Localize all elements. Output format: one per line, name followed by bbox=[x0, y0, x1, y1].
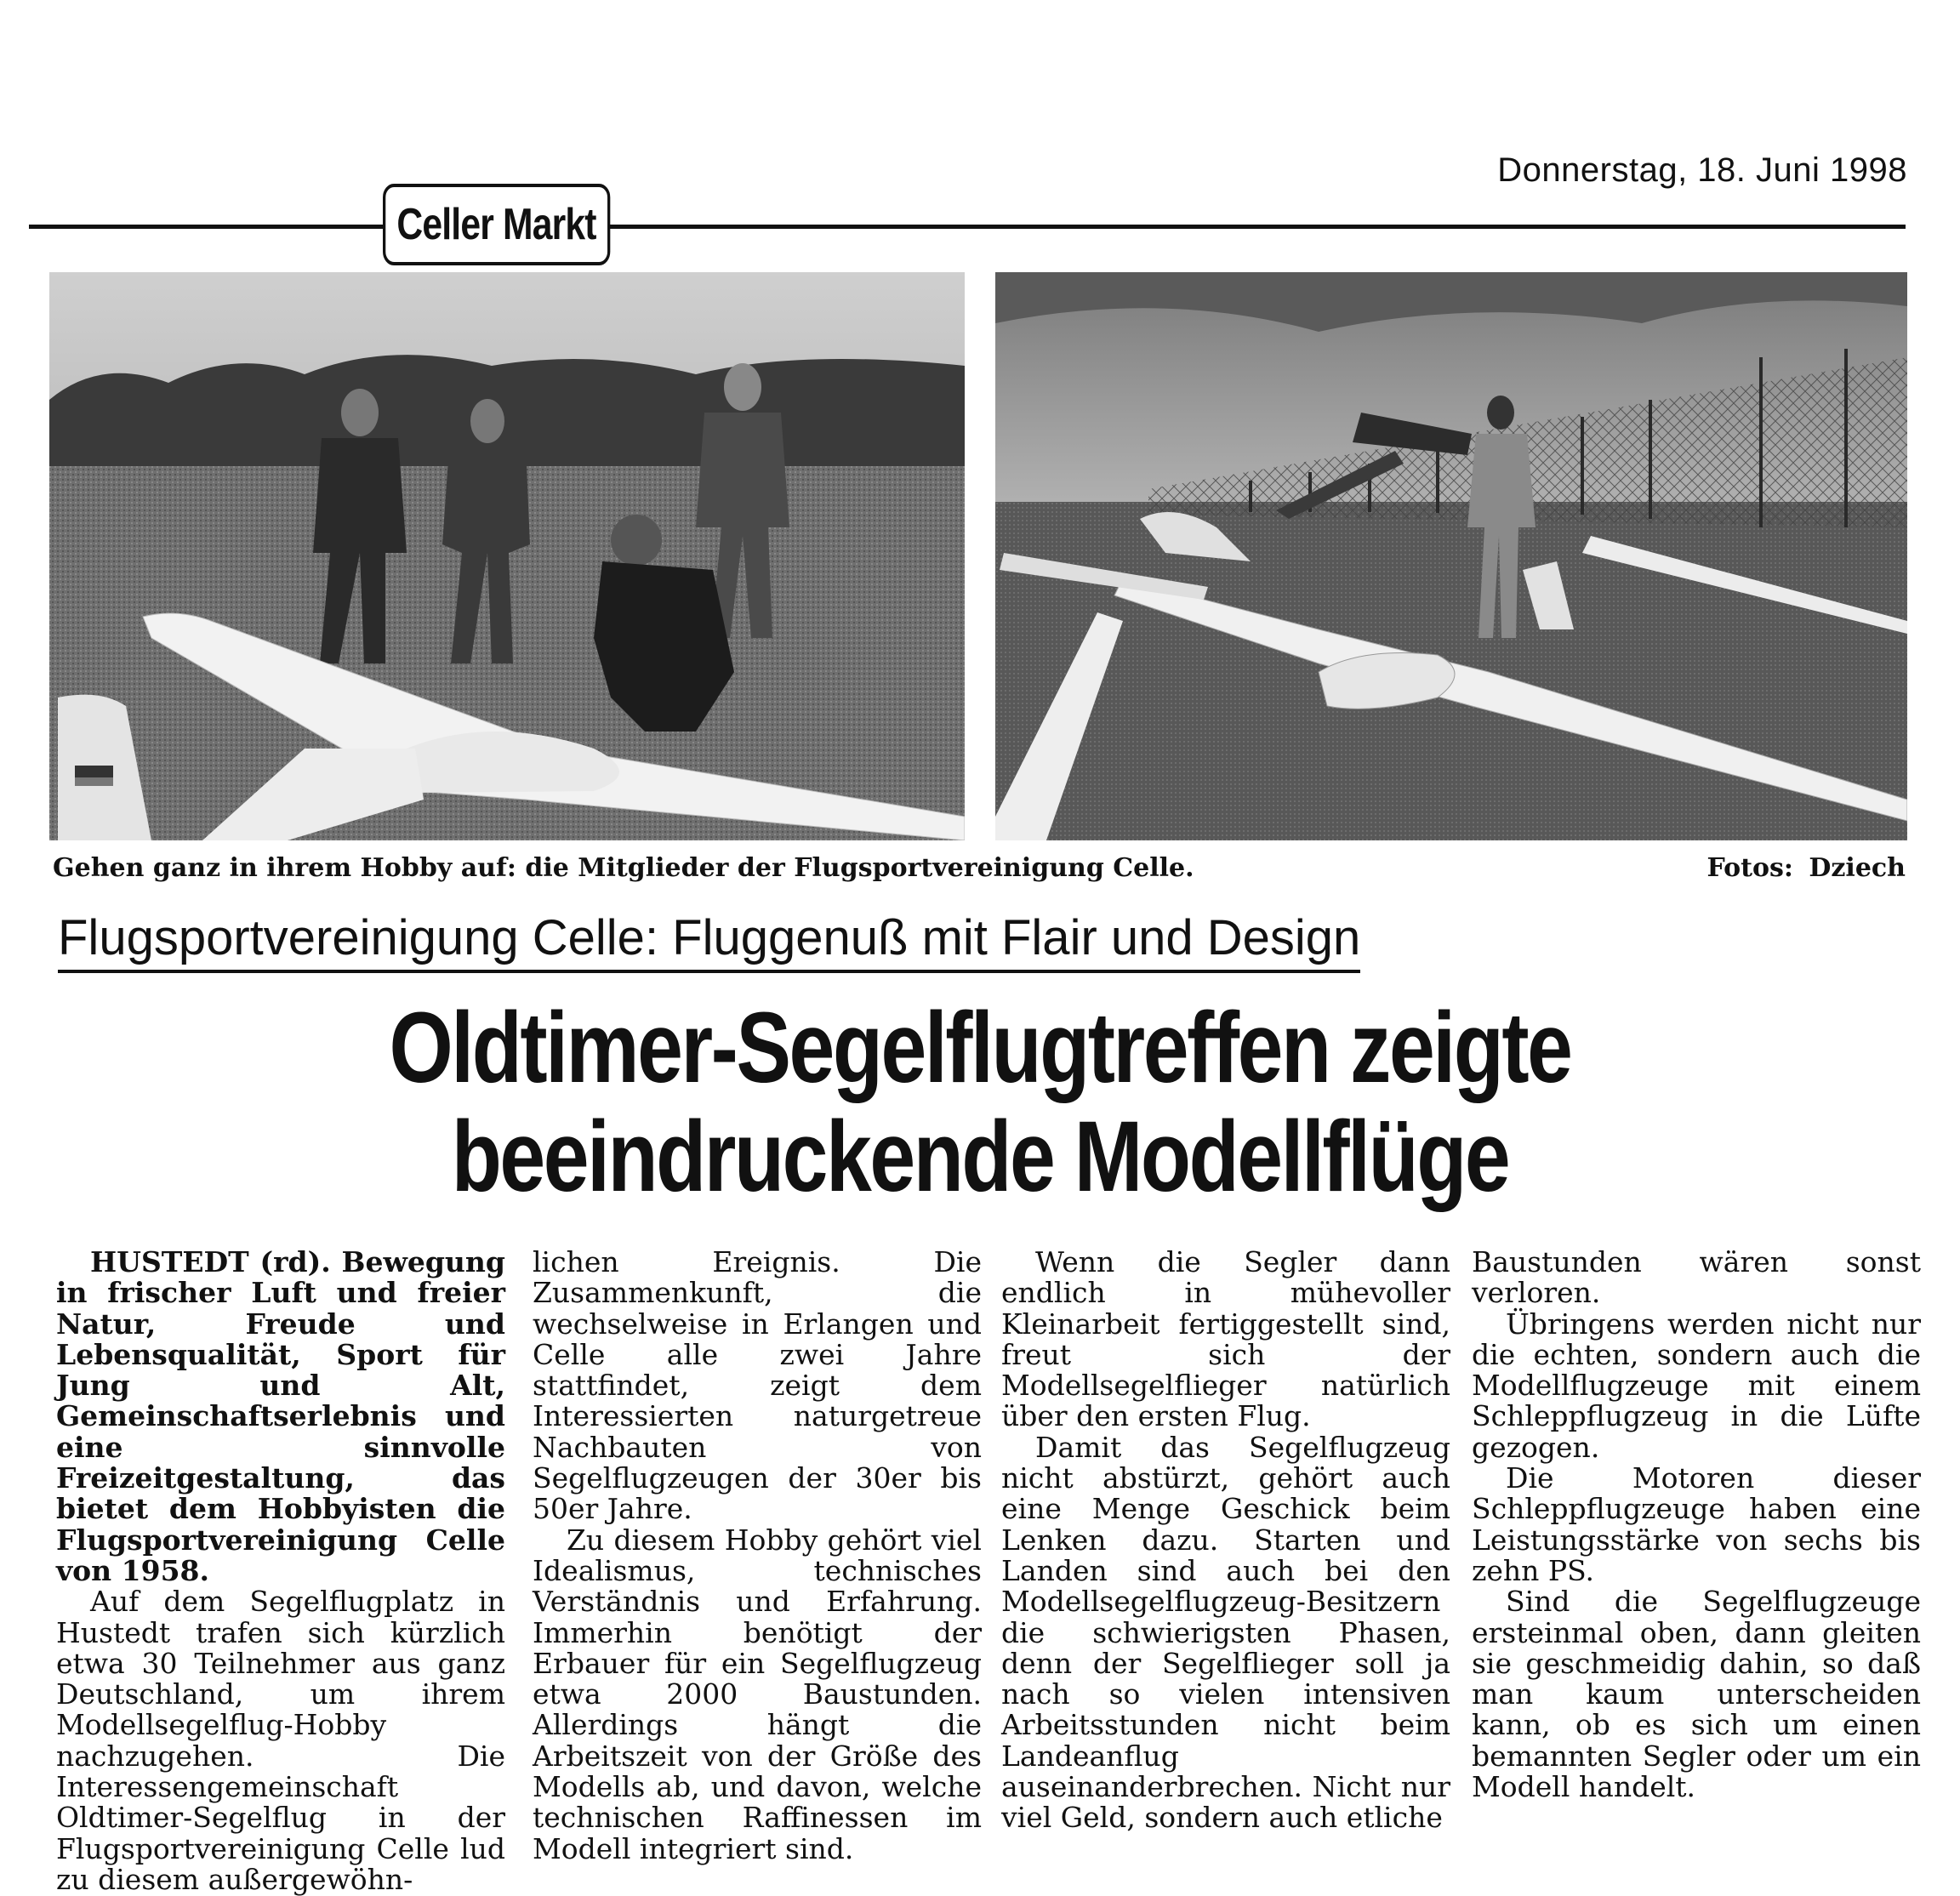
article-paragraph: Wenn die Segler dann endlich in mühevoller Kleinarbeit fertiggestellt sind, freut sich der Modellsegelflieger natürlich über den ersten Flug. bbox=[1001, 1245, 1450, 1433]
article-headline bbox=[0, 994, 1960, 1211]
article-kicker: Flugsportvereinigung Celle: Fluggenuß mit Flair und Design bbox=[58, 908, 1360, 973]
photo-gliders-airfield bbox=[995, 272, 1907, 840]
headline-line-1: Oldtimer-Segelflugtreffen zeigte bbox=[389, 992, 1571, 1104]
article-column-2 bbox=[533, 1247, 982, 1865]
photo-club-members bbox=[49, 272, 965, 840]
photo-credit: Fotos: Dziech bbox=[1706, 853, 1906, 883]
masthead-rule bbox=[29, 225, 1906, 229]
article-paragraph: Auf dem Segelflugplatz in Hustedt trafen sich kürzlich etwa 30 Teilnehmer aus ganz Deutschland, um ihrem Modellsegelflug-Hobby nachzugehen. Die Interessengemeinschaft Oldtimer-Segelflug in der Flugsportvereinigung Celle lud zu diesem außergewöhn- bbox=[56, 1585, 505, 1896]
article-column-4 bbox=[1472, 1247, 1921, 1802]
article-lead: HUSTEDT (rd). Bewegung in frischer Luft und freier Natur, Freude und Lebensqualität, Sport für Jung und Alt, Gemeinschaftserlebnis und eine sinnvolle Freizeitgestaltung, das bietet dem Hobbyisten die Flugsportvereinigung Celle von 1958. bbox=[56, 1245, 505, 1587]
article-paragraph: Zu diesem Hobby gehört viel Idealismus, technisches Verständnis und Erfahrung. Immerhin benötigt der Erbauer für ein Segelflugzeug etwa 2000 Baustunden. Allerdings hängt die Arbeitszeit von der Größe des Modells ab, und davon, welche technischen Raffinessen im Modell integriert sind. bbox=[533, 1523, 982, 1865]
photo-gliders-airfield-image bbox=[995, 272, 1907, 840]
headline-line-2: beeindruckende Modellflüge bbox=[451, 1101, 1509, 1213]
article-paragraph: Die Motoren dieser Schleppflugzeuge haben eine Leistungsstärke von sechs bis zehn PS. bbox=[1472, 1461, 1921, 1587]
photo-caption: Gehen ganz in ihrem Hobby auf: die Mitglieder der Flugsportvereinigung Celle. bbox=[53, 853, 1194, 883]
article-paragraph: Damit das Segelflugzeug nicht abstürzt, gehört auch eine Menge Geschick beim Lenken dazu. Starten und Landen sind auch bei den Modellsegelflugzeug-Besitzern die schwierigsten Phasen, denn der Segelflieger soll ja nach so vielen intensiven Arbeitsstunden nicht beim Landeanflug auseinanderbrechen. Nicht nur viel Geld, sondern auch etliche bbox=[1001, 1430, 1450, 1835]
photo-club-members-image bbox=[49, 272, 965, 840]
section-badge: Celler Markt bbox=[383, 184, 610, 265]
article-column-3 bbox=[1001, 1247, 1450, 1834]
article-paragraph-continued: Baustunden wären sonst verloren. bbox=[1472, 1245, 1921, 1310]
issue-date: Donnerstag, 18. Juni 1998 bbox=[1497, 151, 1907, 189]
article-paragraph: Übringens werden nicht nur die echten, sondern auch die Modellflugzeuge mit einem Schleppflugzeug in die Lüfte gezogen. bbox=[1472, 1307, 1921, 1464]
article-column-1 bbox=[56, 1247, 505, 1895]
article-paragraph-continued: lichen Ereignis. Die Zusammenkunft, die wechselweise in Erlangen und Celle alle zwei Jahre stattfindet, zeigt dem Interessierten naturgetreue Nachbauten von Segelflugzeugen der 30er bis 50er Jahre. bbox=[533, 1245, 982, 1526]
article-paragraph: Sind die Segelflugzeuge ersteinmal oben, dann gleiten sie geschmeidig dahin, so daß man kaum unterscheiden kann, ob es sich um einen bemannten Segler oder um ein Modell handelt. bbox=[1472, 1585, 1921, 1804]
